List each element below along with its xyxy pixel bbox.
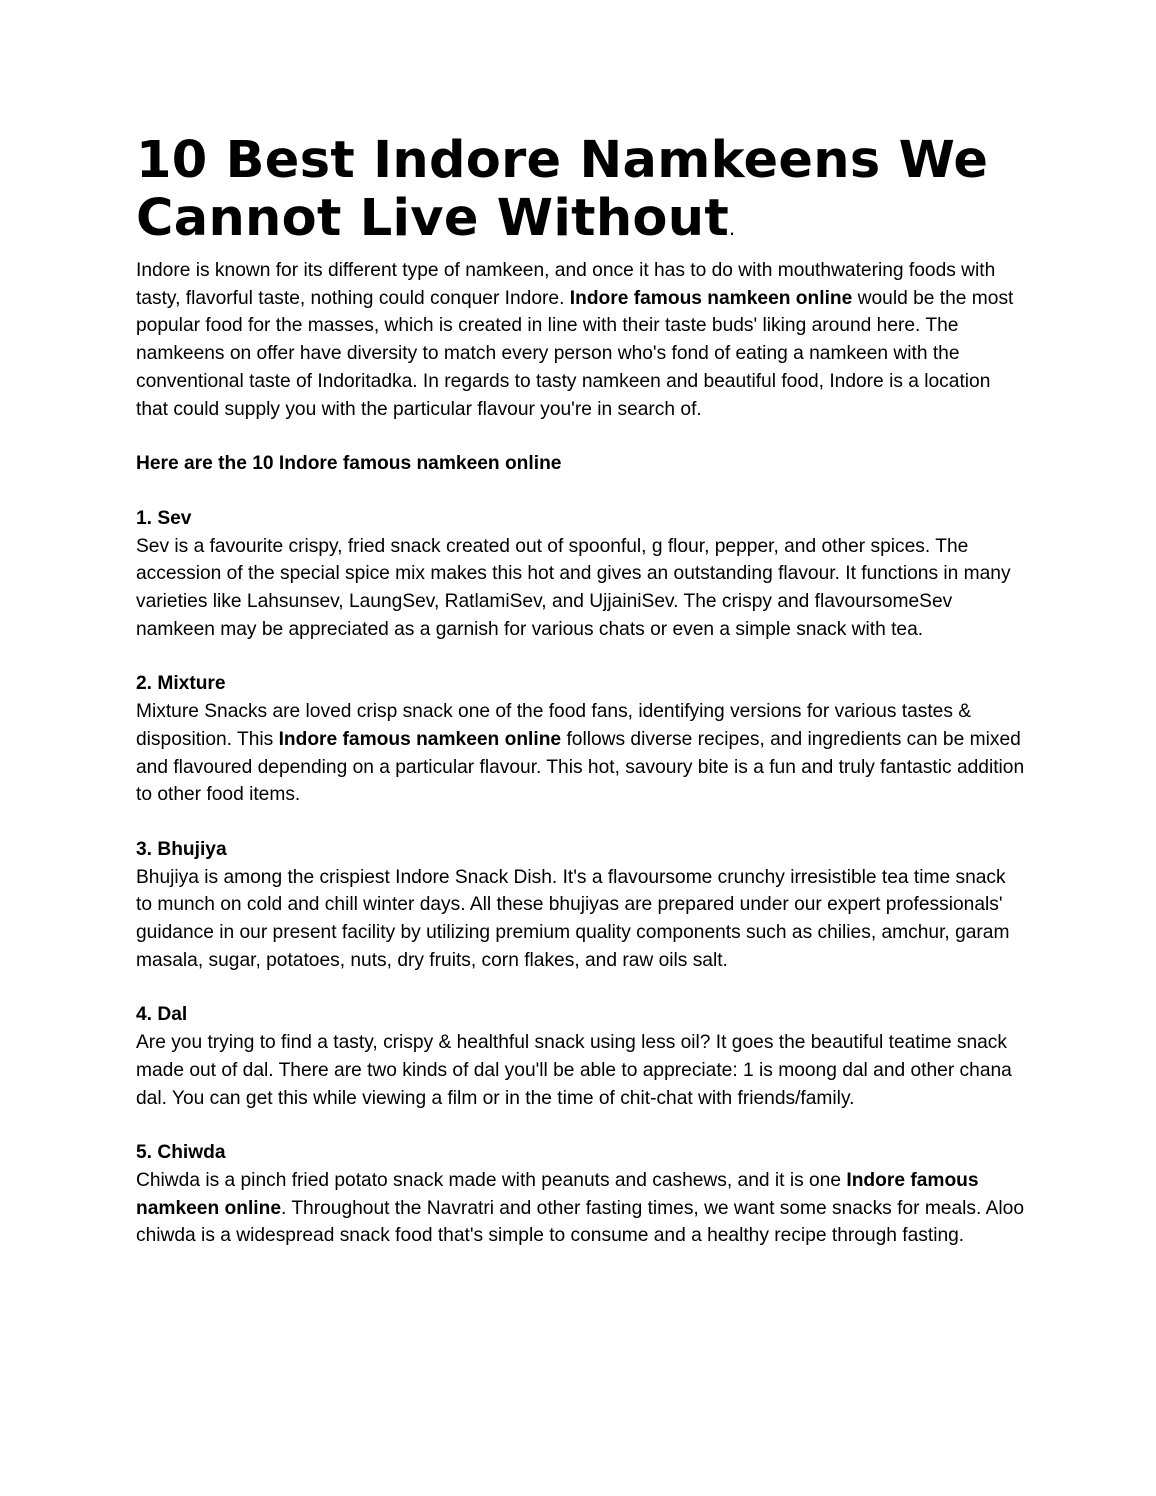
section-text bbox=[136, 698, 1026, 809]
section-heading: 4. Dal bbox=[136, 1004, 188, 1026]
section-text-part: Mixture Snacks are loved crisp snack one of the food fans, identifying versions for various tastes & disposition. This bbox=[136, 701, 972, 750]
intro-paragraph bbox=[136, 257, 1026, 423]
intro-bold-keyword: Indore famous namkeen online bbox=[569, 287, 853, 309]
section-text bbox=[136, 1167, 1026, 1250]
section-chiwda bbox=[136, 1139, 1026, 1250]
intro-text-2: would be the most popular food for the masses, which is created in line with their taste buds' liking around here. The namkeens on offer have diversity to match every person who's fond of eating a namkeen with the conventional taste of Indoritadka. In regards to tasty namkeen and beautiful food, Indore is a location that could supply you with the particular flavour you're in search of. bbox=[136, 287, 1014, 420]
section-bold-keyword: Indore famous namkeen online bbox=[136, 1169, 979, 1219]
section-bold-keyword: Indore famous namkeen online bbox=[278, 728, 562, 750]
section-text: Sev is a favourite crispy, fried snack created out of spoonful, g flour, pepper, and other spices. The accession of the special spice mix makes this hot and gives an outstanding flavour. It functions in many varieties like Lahsunsev, LaungSev, RatlamiSev, and UjjainiSev. The crispy and flavoursomeSev namkeen may be appreciated as a garnish for various chats or even a simple snack with tea. bbox=[136, 535, 1011, 640]
section-heading: 1. Sev bbox=[136, 507, 192, 529]
section-text-part: . Throughout the Navratri and other fasting times, we want some snacks for meals. Aloo chiwda is a widespread snack food that's simple to consume and a healthy recipe through fasting. bbox=[136, 1197, 1025, 1247]
document-page bbox=[136, 132, 1026, 1250]
page-title bbox=[136, 132, 1026, 257]
section-dal bbox=[136, 1001, 1026, 1112]
section-text: Bhujiya is among the crispiest Indore Snack Dish. It's a flavoursome crunchy irresistible tea time snack to munch on cold and chill winter days. All these bhujiyas are prepared under our expert professionals' guidance in our present facility by utilizing premium quality components such as chilies, amchur, garam masala, sugar, potatoes, nuts, dry fruits, corn flakes, and raw oils salt. bbox=[136, 866, 1010, 971]
section-text-part: Chiwda is a pinch fried potato snack made with peanuts and cashews, and it is one bbox=[136, 1169, 847, 1191]
section-heading: 5. Chiwda bbox=[136, 1142, 226, 1164]
section-text-part: follows diverse recipes, and ingredients can be mixed and flavoured depending on a particular flavour. This hot, savoury bite is a fun and truly fantastic addition to other food items. bbox=[136, 728, 1025, 806]
list-heading: Here are the 10 Indore famous namkeen online bbox=[136, 453, 562, 475]
page-title-text: 10 Best Indore Namkeens We Cannot Live Without bbox=[136, 131, 989, 248]
section-bhujiya bbox=[136, 836, 1026, 975]
section-text: Are you trying to find a tasty, crispy & healthful snack using less oil? It goes the beautiful teatime snack made out of dal. There are two kinds of dal you'll be able to appreciate: 1 is moong dal and other chana dal. You can get this while viewing a film or in the time of chit-chat with friends/family. bbox=[136, 1032, 1012, 1109]
page-title-suffix: . bbox=[729, 215, 736, 240]
section-mixture bbox=[136, 670, 1026, 809]
intro-text-1: Indore is known for its different type of namkeen, and once it has to do with mouthwatering foods with tasty, flavorful taste, nothing could conquer Indore. bbox=[136, 260, 996, 309]
section-sev bbox=[136, 505, 1026, 644]
section-heading: 2. Mixture bbox=[136, 673, 226, 695]
section-heading: 3. Bhujiya bbox=[136, 838, 227, 860]
